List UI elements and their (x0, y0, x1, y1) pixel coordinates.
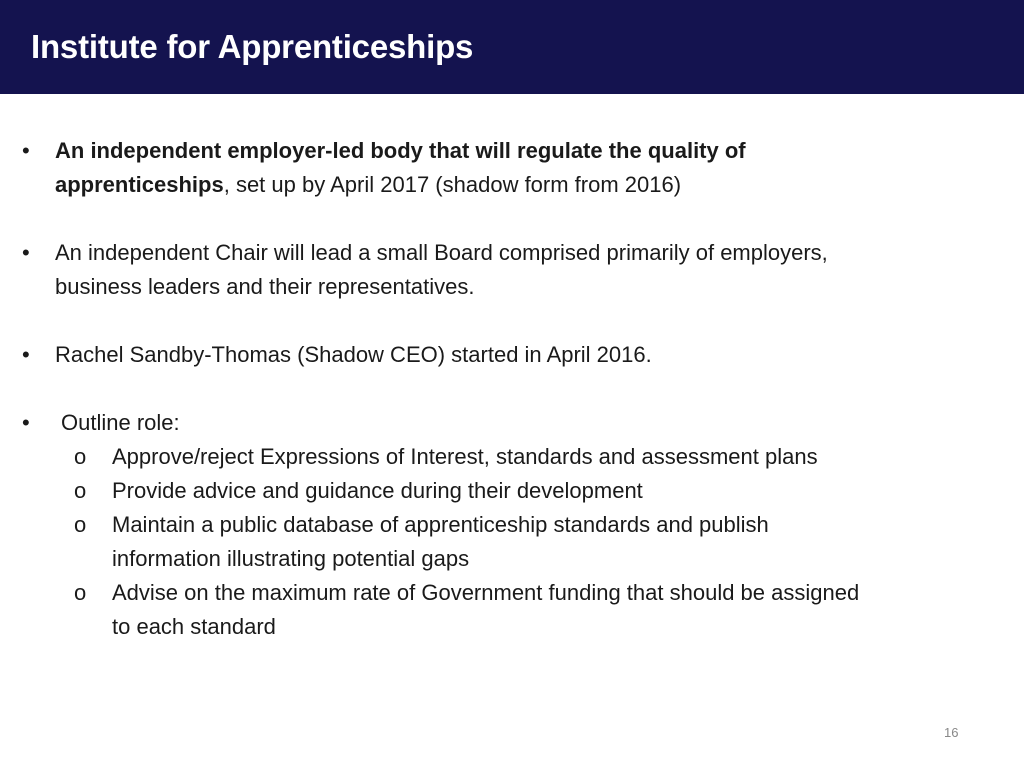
bullet-3-line-1: Rachel Sandby-Thomas (Shadow CEO) started in April 2016. (55, 342, 652, 367)
sub-bullet-marker: o (74, 580, 87, 605)
slide-title: Institute for Apprenticeships (31, 28, 474, 65)
sub-item-2-line-1: Provide advice and guidance during their development (112, 478, 643, 503)
bullet-2-line-2: business leaders and their representatives. (55, 274, 475, 299)
bullet-marker: • (22, 240, 30, 265)
bullet-1-bold-line: An independent employer-led body that will regulate the quality of (55, 138, 746, 163)
bullet-4-text (61, 406, 1021, 440)
bullet-2-line-1: An independent Chair will lead a small Board comprised primarily of employers, (55, 240, 828, 265)
bullet-2-text (55, 236, 1015, 304)
sub-item-3-line-2: information illustrating potential gaps (112, 546, 470, 571)
bullet-marker: • (22, 342, 30, 367)
sub-item-1-text (112, 440, 1012, 474)
bullet-4-line-1: Outline role: (61, 410, 180, 435)
sub-item-1-line-1: Approve/reject Expressions of Interest, standards and assessment plans (112, 444, 818, 469)
bullet-marker: • (22, 138, 30, 163)
bullet-1-rest: , set up by April 2017 (shadow form from 2016) (223, 172, 682, 197)
sub-item-4-line-1: Advise on the maximum rate of Government funding that should be assigned (112, 580, 860, 605)
bullet-3-text (55, 338, 1015, 372)
sub-item-3-line-1: Maintain a public database of apprenticeship standards and publish (112, 512, 769, 537)
bullet-1-text (55, 134, 1015, 202)
sub-item-4-line-2: to each standard (112, 614, 276, 639)
bullet-1-bold-word: apprenticeships (55, 172, 224, 197)
sub-item-3-text (112, 508, 1012, 576)
sub-item-2-text (112, 474, 1012, 508)
sub-bullet-marker: o (74, 444, 87, 469)
page-number: 16 (944, 725, 959, 740)
sub-bullet-marker: o (74, 478, 87, 503)
sub-bullet-marker: o (74, 512, 87, 537)
sub-item-4-text (112, 576, 1012, 644)
bullet-marker: • (22, 410, 30, 435)
